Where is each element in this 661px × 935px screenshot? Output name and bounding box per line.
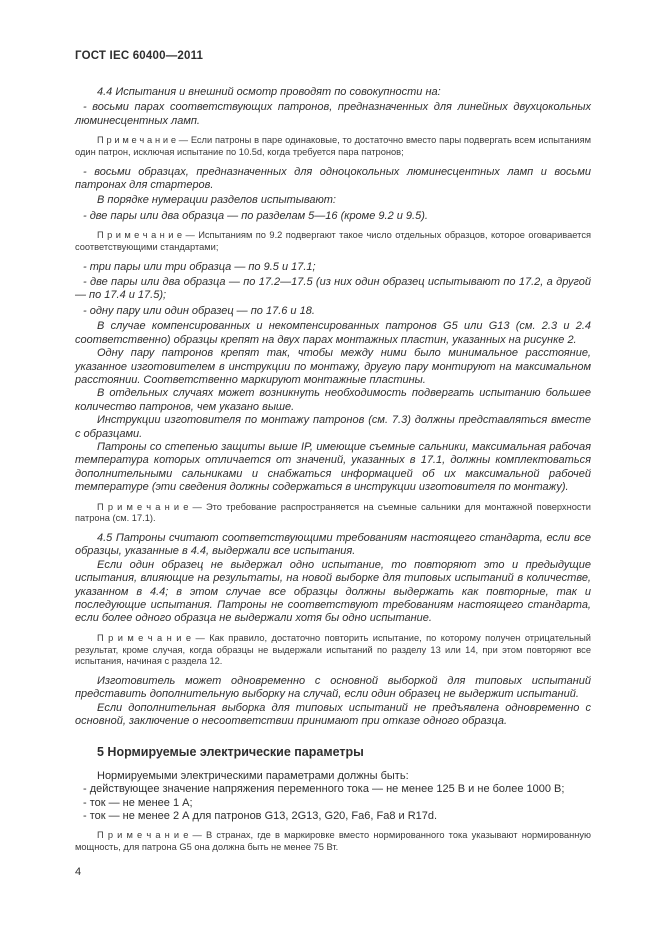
- paragraph: Патроны со степенью защиты выше IP, имеющие съемные сальники, максимальная рабочая температура которых отличается от значений, указанных в 17.1, должны комплектоваться дополнительными сальниками и снабжаться информацией об их максимальной рабочей температуре (эти сведения должны содержаться в инструкции изготовителя по монтажу).: [75, 440, 591, 494]
- list-item: - восьми парах соответствующих патронов, предназначенных для линейных двухцокольных люминесцентных ламп.: [75, 101, 591, 127]
- paragraph: Изготовитель может одновременно с основной выборкой для типовых испытаний представить дополнительную выборку на случай, если один образец не выдержит испытаний.: [75, 674, 591, 701]
- paragraph: В случае компенсированных и некомпенсированных патронов G5 или G13 (см. 2.3 и 2.4 соответственно) образцы крепят на двух парах монтажных пластин, указанных на рисунке 2.: [75, 320, 591, 346]
- list-item: - действующее значение напряжения переменного тока — не менее 125 В и не более 1000 В;: [83, 783, 565, 796]
- document-header: ГОСТ IEC 60400—2011: [75, 50, 204, 62]
- paragraph: 4.4 Испытания и внешний осмотр проводят по совокупности на:: [97, 86, 441, 98]
- paragraph: Если один образец не выдержал одно испытание, то повторяют это и предыдущие испытания, влияющие на результаты, на новой выборке для типовых испытаний в количестве, указанном в 4.4; в этом случае все образцы должны выдержать как повторные, так и последующие испытания. Патроны не соответствуют требованиям настоящего стандарта, если более одного образца не выдержали хотя бы одно испытание.: [75, 558, 591, 625]
- note: П р и м е ч а н и е — Испытаниям по 9.2 подвергают такое число отдельных образцов, которое оговаривается соответствующими стандартами;: [75, 230, 591, 252]
- note: П р и м е ч а н и е — Если патроны в паре одинаковые, то достаточно вместо пары подвергать всем испытаниям один патрон, исключая испытание по 10.5d, когда требуется пара патронов;: [75, 135, 591, 157]
- page-number: 4: [75, 866, 82, 878]
- list-item: - ток — не менее 1 А;: [83, 796, 193, 809]
- paragraph: В отдельных случаях может возникнуть необходимость подвергать испытанию большее количество патронов, чем указано выше.: [75, 387, 591, 413]
- section-heading: 5 Нормируемые электрические параметры: [97, 744, 364, 759]
- list-item: - одну пару или один образец — по 17.6 и 18.: [83, 304, 315, 317]
- paragraph: Одну пару патронов крепят так, чтобы между ними было минимальное расстояние, указанное изготовителем в инструкции по монтажу, другую пару монтируют на максимальном расстоянии. Соответственно маркируют монтажные пластины.: [75, 347, 591, 386]
- paragraph: В порядке нумерации разделов испытывают:: [97, 194, 336, 207]
- list-item: - ток — не менее 2 А для патронов G13, 2G13, G20, Fa6, Fa8 и R17d.: [83, 810, 438, 823]
- paragraph: Инструкции изготовителя по монтажу патронов (см. 7.3) должны представляться вместе с образцами.: [75, 414, 591, 440]
- document-body: [75, 86, 591, 854]
- paragraph: Если дополнительная выборка для типовых испытаний не предъявлена одновременно с основной, заключение о несоответствии принимают при отказе одного образца.: [75, 701, 591, 728]
- paragraph: Нормируемыми электрическими параметрами должны быть:: [97, 769, 409, 782]
- note: П р и м е ч а н и е — Как правило, достаточно повторить испытание, по которому получен отрицательный результат, кроме случая, когда образцы не выдержали испытаний по разделу 13 или 14, при этом повторяют все испытания, начиная с раздела 12.: [75, 632, 591, 667]
- paragraph: 4.5 Патроны считают соответствующими требованиям настоящего стандарта, если все образцы, указанные в 4.4, выдержали все испытания.: [75, 531, 591, 558]
- note: П р и м е ч а н и е — В странах, где в маркировке вместо нормированного тока указывают нормированную мощность, для патрона G5 она должна быть не менее 75 Вт.: [75, 830, 591, 853]
- note: П р и м е ч а н и е — Это требование распространяется на съемные сальники для монтажной поверхности патрона (см. 17.1).: [75, 501, 591, 524]
- list-item: - восьми образцах, предназначенных для одноцокольных люминесцентных ламп и восьми патронах для стартеров.: [75, 165, 591, 192]
- list-item: - две пары или два образца — по разделам 5—16 (кроме 9.2 и 9.5).: [83, 209, 428, 222]
- list-item: - две пары или два образца — по 17.2—17.5 (из них один образец испытывают по 17.2, а другой — по 17.4 и 17.5);: [75, 276, 591, 302]
- list-item: - три пары или три образца — по 9.5 и 17.1;: [83, 260, 316, 273]
